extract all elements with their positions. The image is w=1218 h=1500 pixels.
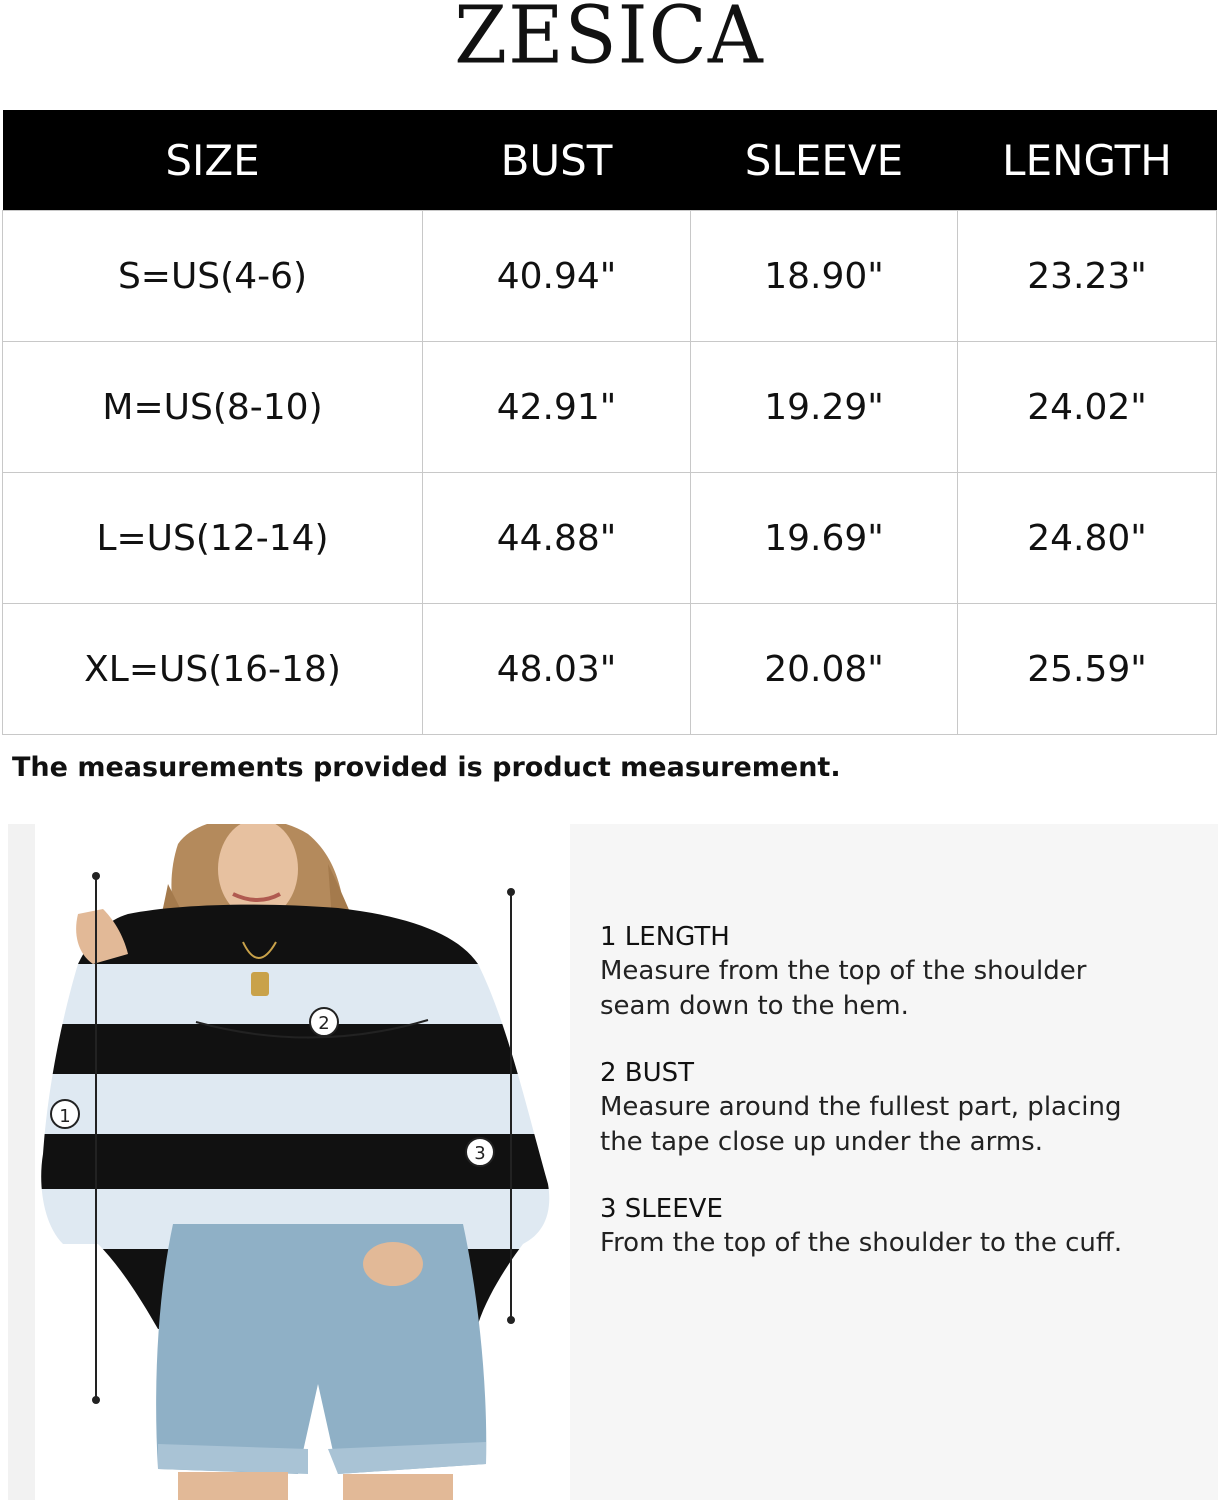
- marker-3: 3: [474, 1143, 486, 1164]
- measurement-guide-panel: [570, 824, 1218, 1500]
- guide-item-length: [600, 920, 1200, 1024]
- cell-bust: 40.94": [423, 211, 691, 342]
- cell-sleeve: 19.69": [691, 473, 958, 604]
- cell-size: XL=US(16-18): [3, 604, 423, 735]
- cell-sleeve: 20.08": [691, 604, 958, 735]
- cell-sleeve: 18.90": [691, 211, 958, 342]
- header-bust: BUST: [423, 110, 691, 211]
- cell-length: 23.23": [958, 211, 1217, 342]
- cell-size: S=US(4-6): [3, 211, 423, 342]
- table-row: [3, 604, 1217, 735]
- guide-title: 3 SLEEVE: [600, 1194, 723, 1224]
- table-row: [3, 473, 1217, 604]
- header-sleeve: SLEEVE: [691, 110, 958, 211]
- guide-desc-line: seam down to the hem.: [600, 991, 909, 1021]
- size-chart-table: [2, 110, 1217, 735]
- header-length: LENGTH: [958, 110, 1217, 211]
- guide-item-bust: [600, 1056, 1200, 1160]
- model-illustration: [8, 824, 553, 1500]
- brand-name: ZESICA: [454, 0, 764, 82]
- guide-desc-line: Measure around the fullest part, placing: [600, 1092, 1122, 1122]
- brand-logo: [0, 0, 1218, 110]
- guide-item-sleeve: [600, 1192, 1200, 1261]
- marker-1: 1: [59, 1106, 71, 1127]
- table-row: [3, 342, 1217, 473]
- guide-desc-line: the tape close up under the arms.: [600, 1127, 1043, 1157]
- cell-length: 25.59": [958, 604, 1217, 735]
- cell-bust: 42.91": [423, 342, 691, 473]
- cell-sleeve: 19.29": [691, 342, 958, 473]
- cell-length: 24.80": [958, 473, 1217, 604]
- table-header-row: [3, 110, 1217, 211]
- guide-desc-line: Measure from the top of the shoulder: [600, 956, 1087, 986]
- measurement-note: The measurements provided is product measurement.: [12, 752, 841, 783]
- marker-2: 2: [318, 1013, 330, 1034]
- cell-size: L=US(12-14): [3, 473, 423, 604]
- model-photo-panel: [8, 824, 553, 1500]
- cell-bust: 44.88": [423, 473, 691, 604]
- guide-title: 2 BUST: [600, 1058, 695, 1088]
- cell-bust: 48.03": [423, 604, 691, 735]
- table-row: [3, 211, 1217, 342]
- cell-length: 24.02": [958, 342, 1217, 473]
- guide-title: 1 LENGTH: [600, 922, 730, 952]
- header-size: SIZE: [3, 110, 423, 211]
- guide-desc-line: From the top of the shoulder to the cuff.: [600, 1228, 1123, 1258]
- cell-size: M=US(8-10): [3, 342, 423, 473]
